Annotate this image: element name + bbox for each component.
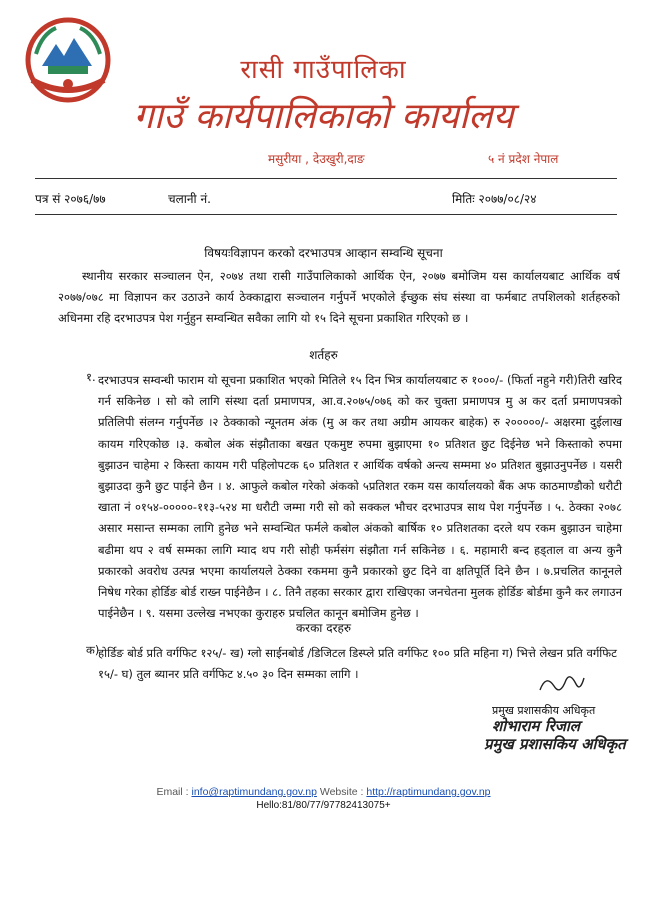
footer-phone: Hello:81/80/77/97782413075+ xyxy=(256,800,391,811)
dispatch-number: चलानी नं. xyxy=(168,192,211,206)
terms-text: दरभाउपत्र सम्वन्धी फाराम यो सूचना प्रकाशित भएको मितिले १५ दिन भित्र कार्यालयबाट रु १०००/- (फिर्ता नहुने गरी)तिरी खरिद गर्न सकिनेछ । सो को लागि संस्था दर्ता प्रमाणपत्र, आ.व.२०७५/०७६ को कर चुक्ता प्रमाणपत्र मु अ कर दर्ता प्रमाणपत्रको प्रतिलिपी संलग्न गर्नुपर्नेछ ।२ ठेक्काको न्यूनतम अंक (मु अ कर तथा अग्रीम आयकर बाहेक) रु २०००००/- अक्षरमा दुईलाख कायम गरिएकोछ ।३. कबोल अंक संझौताका बखत एकमुष्ट रुपमा बुझाएमा १० प्रतिशत छुट दिईनेछ भने किस्ताको रुपमा बुझाउन चाहेमा २ किस्ता कायम गरी पहिलोपटक ६० प्रतिशत र आर्थिक वर्षको अन्त्य सम्ममा ४० प्रतिशत बुझाउनुपर्नेछ । यसरी बुझाउदा कुनै छुट पाईने छैन । ४. आफुले कबोल गरेको अंकको ५प्रतिशत रकम यस कार्यालयको बैंक अफ काठमाण्डौको धरौटी खाता नं ०१५४-०००००-११३-५२४ मा धरौटी जम्मा गरी सो को सक्कल भौचर दरभाउपत्र साथ पेश गर्नुपर्नेछ । ५. ठेक्का २०७८ असार मसान्त सम्मका लागि हुनेछ भने सम्वन्धित फर्मले कबोल अंकको बार्षिक १० प्रतिशतका दरले थप रकम बुझाउन चाहेमा बढीमा थप २ वर्ष सम्मका लागि म्याद थप गरी सोही फर्मसंग संझौता गर्न सकिनेछ । ६. महामारी बन्द हड्ताल वा अन्य कुनै प्रकारको अवरोध उत्पन्न भएमा कार्यालयले ठेक्का रकममा कुनै प्रकारको छुट दिने वा क्षतिपूर्ति दिने छैन । ७.प्रचलित कानूनले निषेध गरेका होर्डिङ बोर्ड राख्न पाईनेछैन । ८. तिनै तहका सरकार द्वारा राखिएका जनचेतना मुलक होर्डिङ बोर्डमा कुनै कर लगाउन पाईनेछैन । ९. यसमा उल्लेख नभएका कुराहरु प्रचलित कानून बमोजिम हुनेछ । xyxy=(98,373,622,621)
header-divider-bottom xyxy=(35,214,617,215)
signatory-role: प्रमुख प्रशासकिय अधिकृत xyxy=(484,735,626,753)
website-label: Website : xyxy=(319,786,364,798)
terms-number: १. xyxy=(86,370,96,384)
notice-subject: विषयःविज्ञापन करको दरभाउपत्र आव्हान सम्वन्धि सूचना xyxy=(204,246,443,260)
rates-label: क) xyxy=(86,643,100,657)
rates-heading: करका दरहरु xyxy=(295,621,352,635)
office-name: गाउँ कार्यपालिकाको कार्यालय xyxy=(133,96,514,137)
letter-date: मितिः २०७७/०८/२४ xyxy=(452,192,537,206)
rates-text: होर्डिङ बोर्ड प्रति वर्गफिट १२५/- ख) ग्लो साईनबोर्ड /डिजिटल डिस्प्ले प्रति वर्गफिट १०० प्रति महिना ग) भित्ते लेखन प्रति वर्गफिट १५/- घ) तुल ब्यानर प्रति वर्गफिट ४.५० ३० दिन सम्मका लागि । xyxy=(98,646,617,681)
office-address: मसुरीया , देउखुरी,दाङ xyxy=(268,152,365,166)
signatory-name: शोभाराम रिजाल xyxy=(492,717,580,735)
letter-number: पत्र सं २०७६/७७ xyxy=(35,192,106,206)
website-link[interactable]: http://raptimundang.gov.np xyxy=(366,786,491,798)
signatory-title: प्रमुख प्रशासकीय अधिकृत xyxy=(492,704,596,717)
notice-intro: स्थानीय सरकार सञ्चालन ऐन, २०७४ तथा रासी गाउँपालिकाको आर्थिक ऐन, २०७७ बमोजिम यस कार्यालयबाट आर्थिक वर्ष २०७७/०७८ मा विज्ञापन कर उठाउने कार्य ठेक्काद्वारा सञ्चालन गर्नुपर्ने भएकोले ईच्छुक संघ संस्था वा फर्मबाट तपशिलको शर्तहरुको अधिनमा रहि दरभाउपत्र पेश गर्नुहुन सम्वन्धित सवैका लागि यो १५ दिने सूचना प्रकाशित गरिएको छ । xyxy=(58,269,620,325)
municipality-name: रासी गाउँपालिका xyxy=(240,55,407,85)
header-divider-top xyxy=(35,178,617,179)
email-link[interactable]: info@raptimundang.gov.np xyxy=(191,786,317,798)
email-label: Email : xyxy=(156,786,189,798)
footer-contact xyxy=(0,786,647,798)
terms-heading: शर्तहरु xyxy=(309,348,338,362)
province-name: ५ नं प्रदेश नेपाल xyxy=(488,152,559,166)
signature-scribble-icon xyxy=(536,670,586,698)
